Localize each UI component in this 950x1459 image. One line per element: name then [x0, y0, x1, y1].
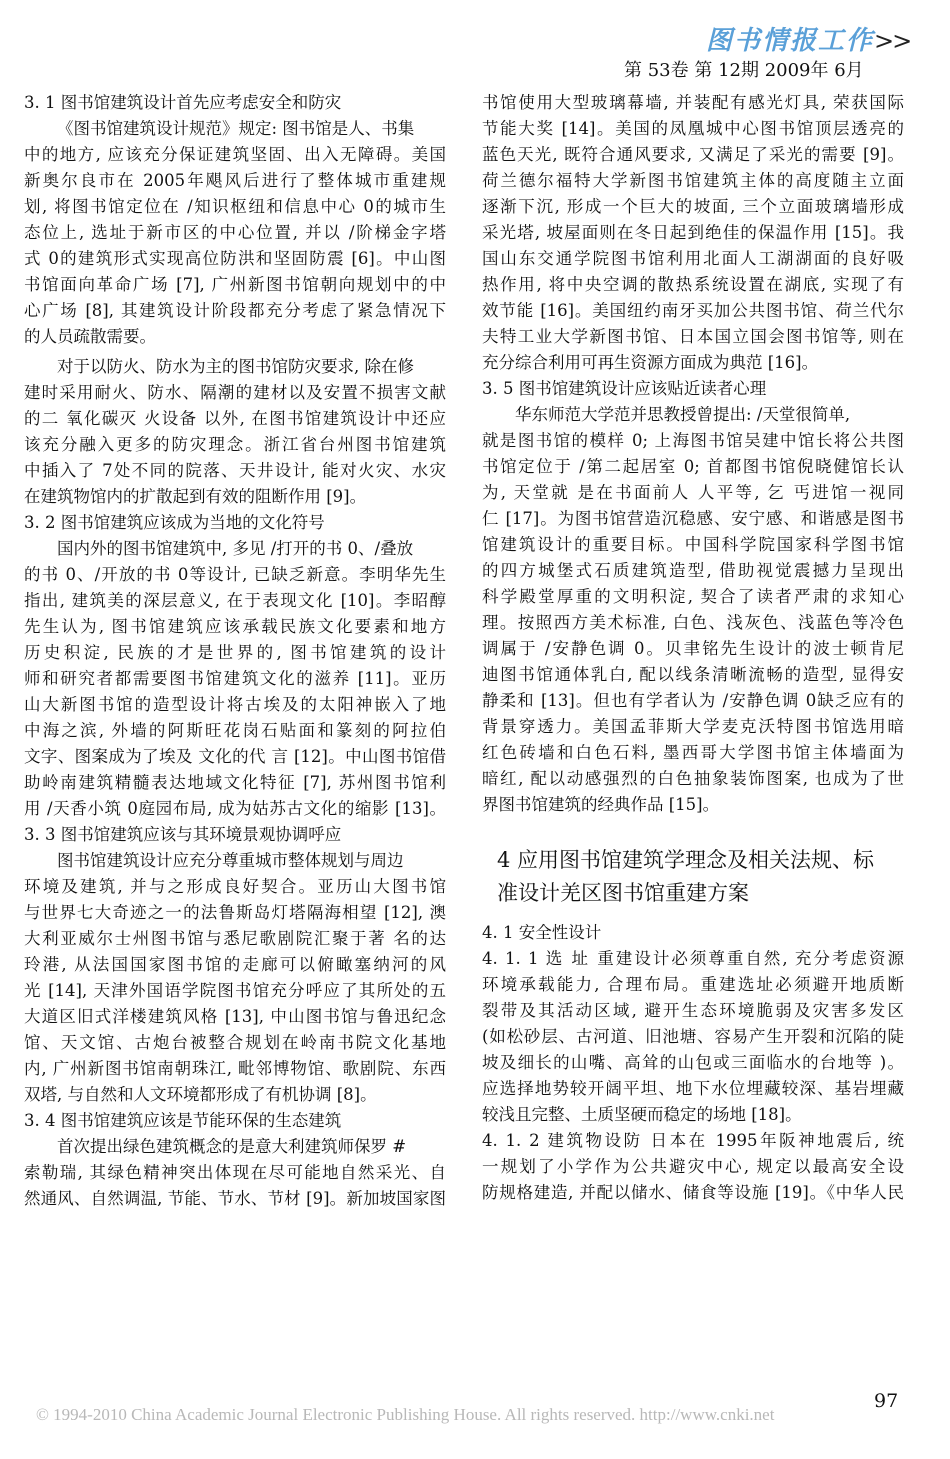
text-line: 背景穿透力。美国孟菲斯大学麦克沃特图书馆选用暗 [482, 717, 904, 736]
right-column [482, 90, 904, 1206]
text-line: 裂带及其活动区域, 避开生态环境脆弱及灾害多发区 [482, 1001, 904, 1020]
text-line: 防规格建造, 并配以储水、储食等设施 [19]。《中华人民 [482, 1183, 904, 1202]
text-line: 采光塔, 坡屋面则在冬日起到绝佳的保温作用 [15]。我 [482, 223, 904, 242]
text-line: 为, 天堂就 是在书面前人 人平等, 乞 丐进馆一视同 [482, 483, 904, 502]
text-line: 内, 广州新图书馆南朝珠江, 毗邻博物馆、歌剧院、东西 [24, 1059, 446, 1078]
chapter-heading: 准设计羌区图书馆重建方案 [497, 881, 749, 905]
text-line: 就是图书馆的模样 0; 上海图书馆吴建中馆长将公共图 [482, 431, 904, 450]
text-line: 迪图书馆通体乳白, 配以线条清晰流畅的造型, 显得安 [482, 665, 904, 684]
page-number: 97 [874, 1390, 899, 1412]
text-line: 书馆定位于 /第二起居室 0; 首都图书馆倪晓健馆长认 [482, 457, 904, 476]
text-line: 图书馆建筑设计应充分尊重城市整体规划与周边 [57, 851, 404, 870]
text-line: 逐渐下沉, 形成一个巨大的坡面, 三个立面玻璃墙形成 [482, 197, 904, 216]
journal-logo [706, 20, 911, 56]
text-line: 静柔和 [13]。但也有学者认为 /安静色调 0缺乏应有的 [482, 691, 904, 710]
text-line: 山大新图书馆的造型设计将古埃及的太阳神嵌入了地 [24, 695, 446, 714]
text-line: 中插入了 7处不同的院落、天井设计, 能对火灾、水灾 [24, 461, 446, 480]
text-line: 热作用, 将中央空调的散热系统设置在湖底, 实现了有 [482, 275, 904, 294]
text-line: 荷兰德尔福特大学新图书馆建筑主体的高度随主立面 [482, 171, 904, 190]
text-line: 暗红, 配以动感强烈的白色抽象装饰图案, 也成为了世 [482, 769, 904, 788]
text-line: 大利亚威尔士州图书馆与悉尼歌剧院汇聚于著 名的达 [24, 929, 446, 948]
text-line: 节能大奖 [14]。美国的凤凰城中心图书馆顶层透亮的 [482, 119, 904, 138]
text-line: 式 0的建筑形式实现高位防洪和坚固防震 [6]。中山图 [24, 249, 446, 268]
journal-logo-text: 图书情报工作 [706, 26, 875, 56]
text-line: 国内外的图书馆建筑中, 多见 /打开的书 0、/叠放 [57, 539, 414, 558]
text-line: 环境承载能力, 合理布局。重建选址必须避开地质断 [482, 975, 904, 994]
text-line: 然通风、自然调温, 节能、节水、节材 [9]。新加坡国家图 [24, 1189, 446, 1208]
copyright-footer: © 1994-2010 China Academic Journal Electronic Publishing House. All rights reserved. http://www.cnki.net [36, 1405, 775, 1424]
text-line: 4. 1. 1 选 址 重建设计必须尊重自然, 充分考虑资源 [482, 949, 904, 968]
text-line: 中海之滨, 外墙的阿斯旺花岗石贴面和篆刻的阿拉伯 [24, 721, 446, 740]
text-line: 双塔, 与自然和人文环境都形成了有机协调 [8]。 [24, 1085, 377, 1104]
text-line: 书馆面向革命广场 [7], 广州新图书馆朝向规划中的中 [24, 275, 446, 294]
section-heading: 3. 5 图书馆建筑设计应该贴近读者心理 [482, 379, 767, 398]
spacer [482, 910, 904, 920]
text-line: 的二 氧化碳灭 火设备 以外, 在图书馆建筑设计中还应 [24, 409, 446, 428]
text-line: 4. 1. 2 建筑物设防 日本在 1995年阪神地震后, 统 [482, 1131, 904, 1150]
text-line: 用 /天香小筑 0庭园布局, 成为姑苏古文化的缩影 [13]。 [24, 799, 446, 818]
section-heading: 3. 3 图书馆建筑应该与其环境景观协调呼应 [24, 825, 342, 844]
text-line: 该充分融入更多的防灾理念。浙江省台州图书馆建筑 [24, 435, 446, 454]
issue-info: 第 53卷 第 12期 2009年 6月 [624, 60, 864, 81]
text-line: 《图书馆建筑设计规范》规定: 图书馆是人、书集 [57, 119, 415, 138]
text-line: 一规划了小学作为公共避灾中心, 规定以最高安全设 [482, 1157, 904, 1176]
text-line: 坡及细长的山嘴、高耸的山包或三面临水的台地等 )。 [482, 1053, 904, 1072]
text-line: 文字、图案成为了埃及 文化的代 言 [12]。中山图书馆借 [24, 747, 446, 766]
text-line: 指出, 建筑美的深层意义, 在于表现文化 [10]。李昭醇 [24, 591, 446, 610]
text-line: 对于以防火、防水为主的图书馆防灾要求, 除在修 [57, 357, 414, 376]
text-line: 红色砖墙和白色石料, 墨西哥大学图书馆主体墙面为 [482, 743, 904, 762]
text-line: 助岭南建筑精髓表达地域文化特征 [7], 苏州图书馆利 [24, 773, 446, 792]
section-heading: 3. 2 图书馆建筑应该成为当地的文化符号 [24, 513, 325, 532]
text-line: 应选择地势较开阔平坦、地下水位埋藏较深、基岩埋藏 [482, 1079, 904, 1098]
section-heading: 4. 1 安全性设计 [482, 923, 602, 942]
text-line: 较浅且完整、土质坚硬而稳定的场地 [18]。 [482, 1105, 802, 1124]
text-line: 先生认为, 图书馆建筑应该承载民族文化要素和地方 [24, 617, 446, 636]
text-line: 界图书馆建筑的经典作品 [15]。 [482, 795, 720, 814]
text-line: 光 [14], 天津外国语学院图书馆充分呼应了其所处的五 [24, 981, 446, 1000]
text-line: 划, 将图书馆定位在 /知识枢纽和信息中心 0的城市生 [24, 197, 446, 216]
text-line: 新奥尔良市在 2005年飓风后进行了整体城市重建规 [24, 171, 446, 190]
text-line: 华东师范大学范并思教授曾提出: /天堂很简单, [515, 405, 851, 424]
text-line: 调属于 /安静色调 0。贝聿铭先生设计的波士顿肯尼 [482, 639, 904, 658]
text-line: 索勒瑞, 其绿色精神突出体现在尽可能地自然采光、自 [24, 1163, 446, 1182]
text-line: 的四方城堡式石质建筑造型, 借助视觉震撼力呈现出 [482, 561, 904, 580]
text-line: 历史积淀, 民族的才是世界的, 图书馆建筑的设计 [24, 643, 446, 662]
section-heading: 3. 1 图书馆建筑设计首先应考虑安全和防灾 [24, 93, 342, 112]
text-line: 的书 0、/开放的书 0等设计, 已缺乏新意。李明华先生 [24, 565, 446, 584]
text-line: 师和研究者都需要图书馆建筑文化的滋养 [11]。亚历 [24, 669, 446, 688]
text-line: 蓝色天光, 既符合通风要求, 又满足了采光的需要 [9]。 [482, 145, 904, 164]
text-line: 中的地方, 应该充分保证建筑坚固、出入无障碍。美国 [24, 145, 446, 164]
text-line: 态位上, 选址于新市区的中心位置, 并以 /阶梯金字塔 [24, 223, 446, 242]
text-line: (如松砂层、古河道、旧池塘、容易产生开裂和沉陷的陡 [482, 1027, 904, 1046]
text-line: 建时采用耐火、防水、隔潮的建材以及安置不损害文献 [24, 383, 446, 402]
text-line: 大道区旧式洋楼建筑风格 [13], 中山图书馆与鲁迅纪念 [24, 1007, 446, 1026]
header-arrows: >> [874, 27, 911, 55]
text-line: 玲港, 从法国国家图书馆的走廊可以俯瞰塞纳河的风 [24, 955, 446, 974]
text-line: 馆建筑设计的重要目标。中国科学院国家科学图书馆 [482, 535, 904, 554]
text-line: 仁 [17]。为图书馆营造沉稳感、安宁感、和谐感是图书 [482, 509, 904, 528]
text-line: 科学殿堂厚重的文明积淀, 契合了读者严肃的求知心 [482, 587, 904, 606]
text-line: 环境及建筑, 并与之形成良好契合。亚历山大图书馆 [24, 877, 446, 896]
section-heading: 3. 4 图书馆建筑应该是节能环保的生态建筑 [24, 1111, 342, 1130]
text-line: 国山东交通学院图书馆利用北面人工湖湖面的良好吸 [482, 249, 904, 268]
spacer [482, 834, 904, 844]
text-line: 心广场 [8], 其建筑设计阶段都充分考虑了紧急情况下 [24, 301, 446, 320]
spacer [482, 818, 904, 834]
chapter-heading: 4 应用图书馆建筑学理念及相关法规、标 [497, 848, 875, 872]
text-line: 效节能 [16]。美国纽约南牙买加公共图书馆、荷兰代尔 [482, 301, 904, 320]
text-line: 书馆使用大型玻璃幕墙, 并装配有感光灯具, 荣获国际 [482, 93, 904, 112]
text-line: 与世界七大奇迹之一的法鲁斯岛灯塔隔海相望 [12], 澳 [24, 903, 446, 922]
text-line: 首次提出绿色建筑概念的是意大利建筑师保罗 # [57, 1137, 407, 1156]
text-line: 理。按照西方美术标准, 白色、浅灰色、浅蓝色等冷色 [482, 613, 904, 632]
text-line: 在建筑物馆内的扩散起到有效的阻断作用 [9]。 [24, 487, 367, 506]
left-column [24, 90, 446, 1212]
text-line: 馆、天文馆、古炮台被整合规划在岭南书院文化基地 [24, 1033, 446, 1052]
text-line: 夫特工业大学新图书馆、日本国立国会图书馆等, 则在 [482, 327, 904, 346]
text-line: 充分综合利用可再生资源方面成为典范 [16]。 [482, 353, 819, 372]
text-line: 的人员疏散需要。 [24, 327, 156, 346]
